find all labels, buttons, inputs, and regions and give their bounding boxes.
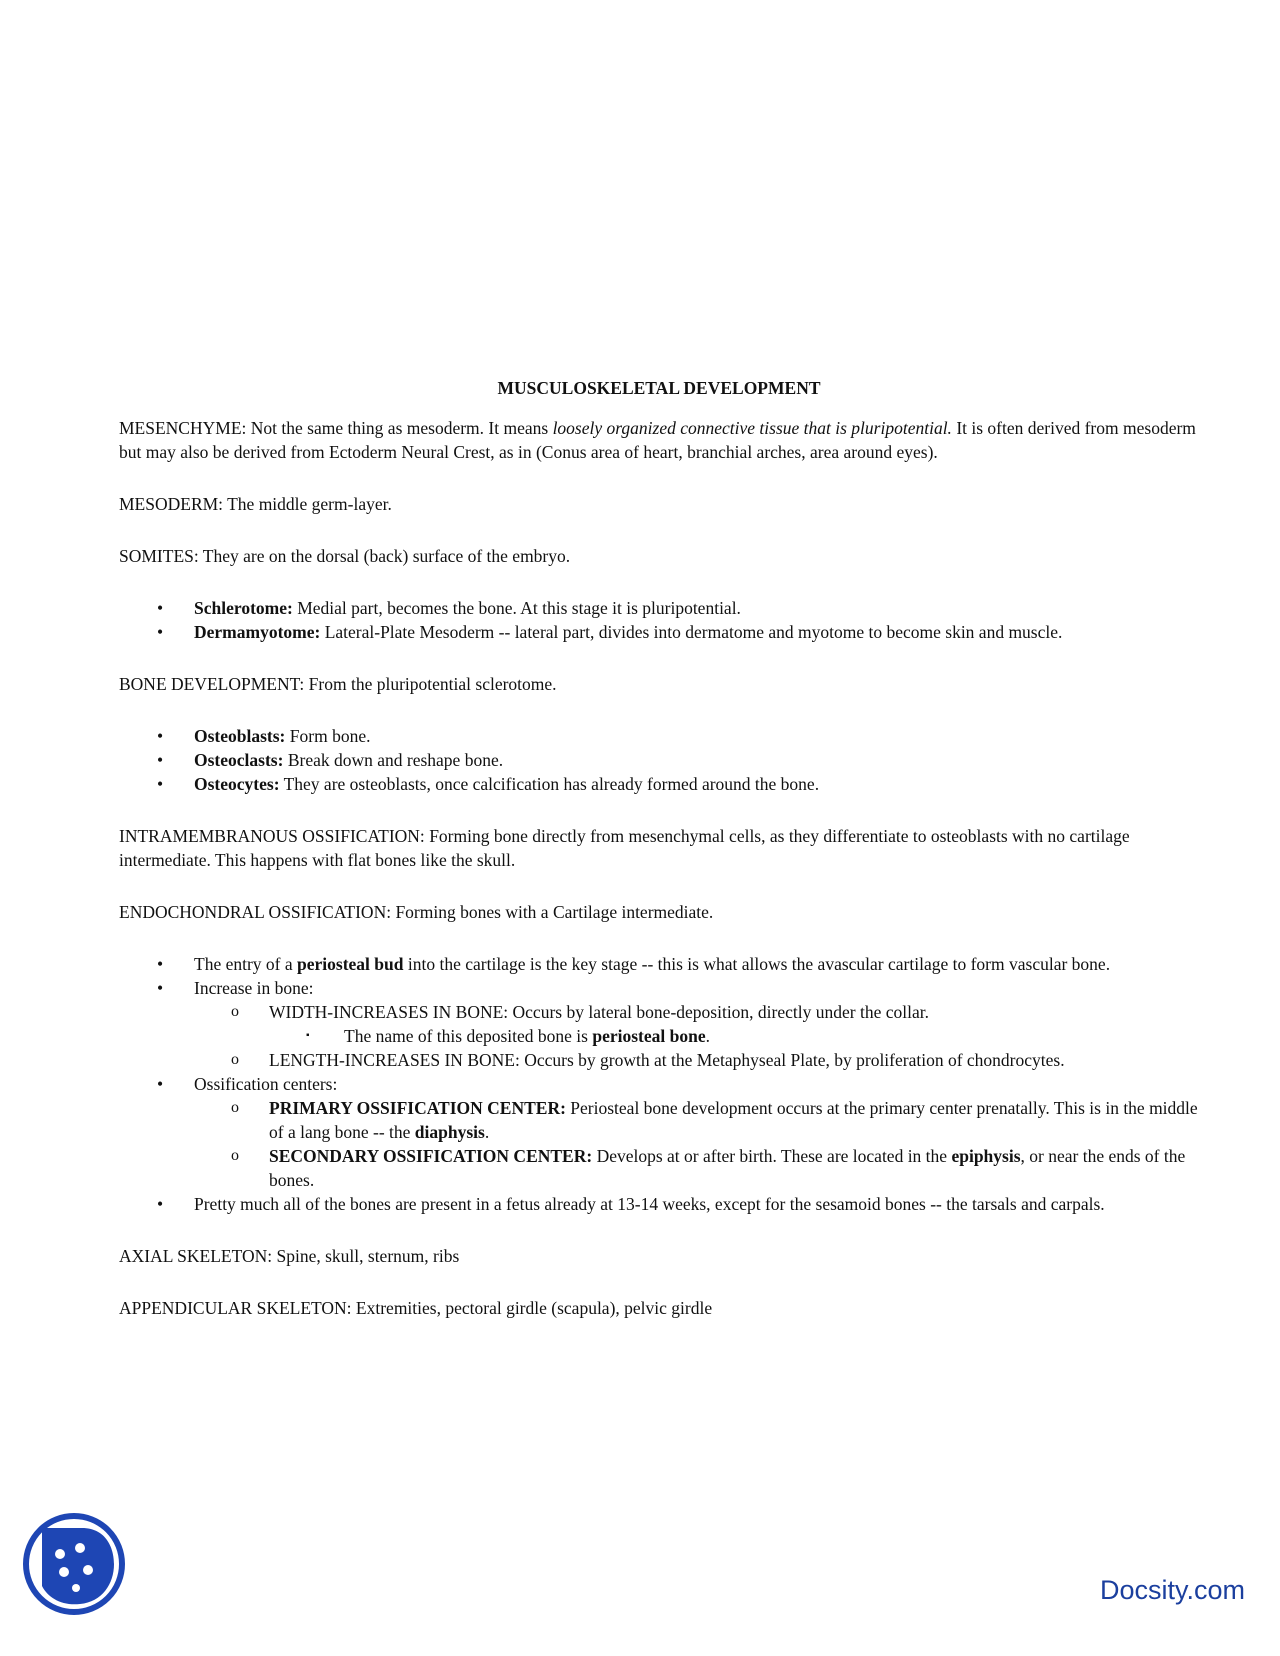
width-sublist	[119, 1024, 1199, 1048]
list-item-text: Break down and reshape bone.	[283, 750, 504, 770]
diaphysis-term: diaphysis	[414, 1122, 485, 1142]
bullet-marker: •	[157, 954, 164, 974]
mesoderm-term: MESODERM:	[119, 494, 224, 514]
list-item	[119, 724, 1199, 748]
bullet-marker: •	[157, 1194, 164, 1214]
bone-cells-list	[119, 724, 1199, 796]
list-item-text: Lateral-Plate Mesoderm -- lateral part, divides into dermatome and myotome to become skin and muscle.	[320, 622, 1063, 642]
axial-term: AXIAL SKELETON:	[119, 1246, 273, 1266]
list-item	[119, 748, 1199, 772]
centers-sublist	[119, 1096, 1199, 1192]
width-sub-pre: The name of this deposited bone is	[344, 1026, 593, 1046]
somites-paragraph	[119, 544, 1199, 568]
document-title: MUSCULOSKELETAL DEVELOPMENT	[497, 378, 821, 398]
circle-marker: o	[231, 1051, 239, 1068]
appendicular-term: APPENDICULAR SKELETON:	[119, 1298, 352, 1318]
bullet-marker: •	[157, 774, 164, 794]
endochondral-term: ENDOCHONDRAL OSSIFICATION:	[119, 902, 392, 922]
increase-sublist	[119, 1000, 1199, 1072]
bullet-marker: •	[157, 1074, 164, 1094]
list-item	[119, 1072, 1199, 1192]
bullet-marker: •	[157, 598, 164, 618]
bone-development-paragraph	[119, 672, 1199, 696]
list-item-term: Schlerotome:	[194, 598, 293, 618]
bullet-marker: •	[157, 750, 164, 770]
bullet-marker: •	[157, 978, 164, 998]
list-item	[119, 596, 1199, 620]
length-increase-text: LENGTH-INCREASES IN BONE: Occurs by growth at the Metaphyseal Plate, by proliferation of chondrocytes.	[269, 1050, 1065, 1070]
intramembranous-text: Forming bone directly from mesenchymal cells, as they differentiate to osteoblasts with no cartilage intermediate. This happens with flat bones like the skull.	[119, 826, 1130, 870]
list-item	[119, 1048, 1199, 1072]
list-item	[119, 772, 1199, 796]
primary-center-post: .	[484, 1122, 490, 1142]
list-item-term: Dermamyotome:	[194, 622, 321, 642]
bone-development-text: From the pluripotential sclerotome.	[304, 674, 557, 694]
list-item-text: Medial part, becomes the bone. At this stage it is pluripotential.	[292, 598, 741, 618]
list-item	[119, 1000, 1199, 1048]
list-item	[119, 1024, 1199, 1048]
mesenchyme-term: MESENCHYME:	[119, 418, 247, 438]
mesoderm-text: The middle germ-layer.	[223, 494, 392, 514]
somites-text: They are on the dorsal (back) surface of the embryo.	[198, 546, 571, 566]
centers-label: Ossification centers:	[194, 1074, 338, 1094]
list-item-term: Osteocytes:	[194, 774, 280, 794]
mesoderm-paragraph	[119, 492, 1199, 516]
primary-center-text: Periosteal bone development occurs at the primary center prenatally. This is in the middle of a lang bone -- the	[269, 1098, 1198, 1142]
circle-marker: o	[231, 1099, 239, 1116]
docsity-logo-graphic	[22, 1512, 126, 1616]
secondary-center-text: Develops at or after birth. These are located in the	[592, 1146, 952, 1166]
docsity-brand-link[interactable]: Docsity.com	[1100, 1575, 1246, 1605]
fetus-text: Pretty much all of the bones are present in a fetus already at 13-14 weeks, except for the sesamoid bones -- the tarsals and carpals.	[194, 1194, 1105, 1214]
primary-center-term: PRIMARY OSSIFICATION CENTER:	[269, 1098, 566, 1118]
bud-text-post: into the cartilage is the key stage -- this is what allows the avascular cartilage to form vascular bone.	[403, 954, 1111, 974]
endochondral-text: Forming bones with a Cartilage intermediate.	[391, 902, 714, 922]
document-page	[119, 0, 1199, 1348]
bullet-marker: •	[157, 726, 164, 746]
list-item	[119, 620, 1199, 644]
mesenchyme-paragraph	[119, 416, 1199, 464]
mesenchyme-text: Not the same thing as mesoderm. It means	[246, 418, 553, 438]
somites-list	[119, 596, 1199, 644]
width-sub-post: .	[705, 1026, 710, 1046]
somites-term: SOMITES:	[119, 546, 199, 566]
mesenchyme-italic: loosely organized connective tissue that is pluripotential.	[552, 418, 952, 438]
list-item-text: Form bone.	[285, 726, 371, 746]
appendicular-text: Extremities, pectoral girdle (scapula), pelvic girdle	[351, 1298, 713, 1318]
list-item	[119, 1144, 1199, 1192]
width-increase-text: WIDTH-INCREASES IN BONE: Occurs by lateral bone-deposition, directly under the collar.	[269, 1002, 929, 1022]
intramembranous-term: INTRAMEMBRANOUS OSSIFICATION:	[119, 826, 425, 846]
axial-text: Spine, skull, sternum, ribs	[272, 1246, 460, 1266]
bud-term: periosteal bud	[297, 954, 404, 974]
list-item	[119, 952, 1199, 976]
list-item	[119, 1096, 1199, 1144]
axial-paragraph	[119, 1244, 1199, 1268]
circle-marker: o	[231, 1003, 239, 1020]
secondary-center-term: SECONDARY OSSIFICATION CENTER:	[269, 1146, 593, 1166]
bone-development-term: BONE DEVELOPMENT:	[119, 674, 305, 694]
docsity-logo-icon[interactable]	[22, 1512, 126, 1616]
endochondral-paragraph	[119, 900, 1199, 924]
appendicular-paragraph	[119, 1296, 1199, 1320]
bullet-marker: •	[157, 622, 164, 642]
endochondral-list	[119, 952, 1199, 1216]
epiphysis-term: epiphysis	[951, 1146, 1021, 1166]
list-item	[119, 1192, 1199, 1216]
secondary-center-post: , or near the ends of the bones.	[269, 1146, 1186, 1190]
intramembranous-paragraph	[119, 824, 1199, 872]
circle-marker: o	[231, 1147, 239, 1164]
list-item-term: Osteoclasts:	[194, 750, 284, 770]
width-sub-term: periosteal bone	[592, 1026, 706, 1046]
mesenchyme-text-2: It is often derived from mesoderm but may also be derived from Ectoderm Neural Crest, as in (Conus area of heart, branchial arches, area around eyes).	[119, 418, 1196, 462]
list-item	[119, 976, 1199, 1072]
square-marker: ▪	[306, 1030, 310, 1041]
bud-text-pre: The entry of a	[194, 954, 298, 974]
list-item-term: Osteoblasts:	[194, 726, 286, 746]
increase-label: Increase in bone:	[194, 978, 314, 998]
list-item-text: They are osteoblasts, once calcification has already formed around the bone.	[279, 774, 820, 794]
